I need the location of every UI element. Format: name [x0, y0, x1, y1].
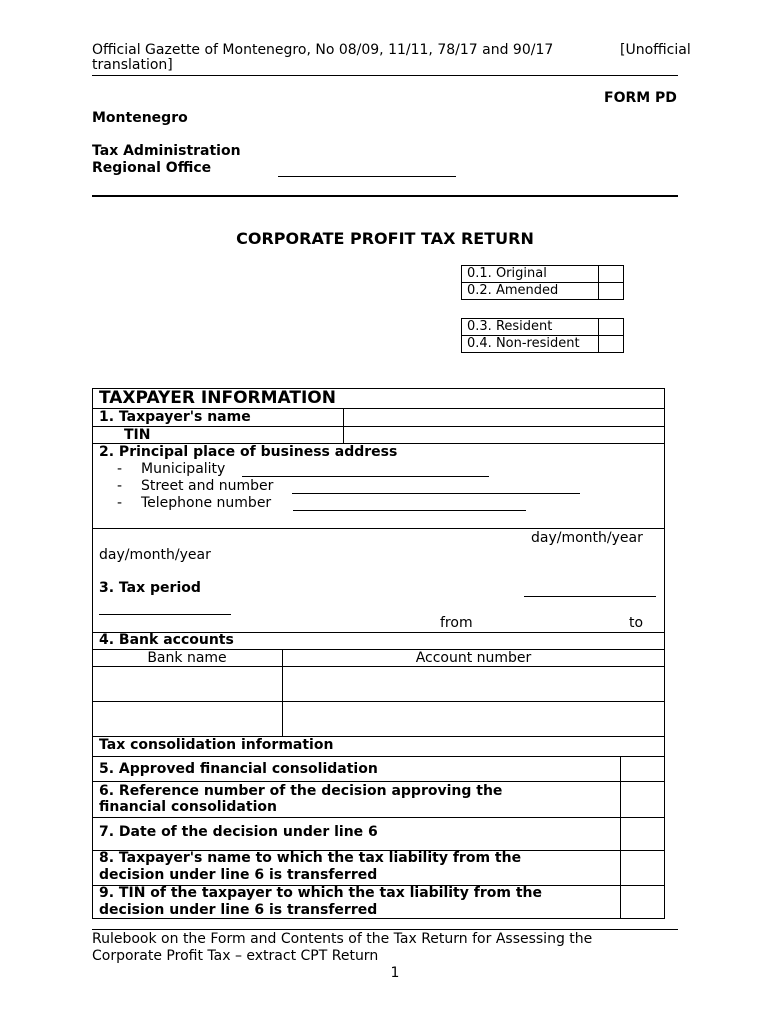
page-number: 1 [390, 965, 400, 981]
taxpayer-name-field[interactable] [344, 409, 664, 425]
amended-label: 0.2. Amended [462, 283, 599, 300]
translation-note: [Unofficial [620, 42, 691, 58]
from-label: from [440, 615, 473, 631]
translation-note-cont: translation] [92, 57, 173, 73]
line8-label-cont: decision under line 6 is transferred [99, 867, 378, 883]
original-checkbox[interactable] [599, 266, 624, 283]
account-number-cell[interactable] [283, 667, 664, 701]
nonresident-label: 0.4. Non-resident [462, 336, 599, 353]
footer-rulebook: Rulebook on the Form and Contents of the Tax Return for Assessing the [92, 931, 593, 947]
residency-table [461, 318, 624, 353]
consolidation-column-divider [620, 756, 621, 919]
header-divider [92, 195, 678, 197]
tin-field[interactable] [344, 427, 664, 443]
tax-administration: Tax Administration [92, 143, 241, 159]
street-bullet: - [117, 478, 123, 494]
page-title: CORPORATE PROFIT TAX RETURN [236, 229, 534, 248]
bank-column-divider [282, 649, 283, 736]
country-name: Montenegro [92, 110, 188, 126]
street-label: Street and number [141, 478, 274, 494]
address-label: 2. Principal place of business address [99, 444, 398, 460]
tax-period-from-field[interactable] [99, 614, 231, 615]
resident-checkbox[interactable] [599, 319, 624, 336]
original-label: 0.1. Original [462, 266, 599, 283]
line7-label: 7. Date of the decision under line 6 [99, 824, 378, 840]
tin-label: TIN [124, 427, 151, 443]
tax-period-to-field[interactable] [524, 596, 656, 597]
line8-field[interactable] [621, 851, 664, 884]
bank-name-cell[interactable] [93, 702, 281, 735]
amended-checkbox[interactable] [599, 283, 624, 300]
footer-rule [92, 929, 678, 930]
account-number-header: Account number [415, 650, 532, 666]
line8-label: 8. Taxpayer's name to which the tax liability from the [99, 850, 522, 866]
line9-field[interactable] [621, 886, 664, 918]
nonresident-checkbox[interactable] [599, 336, 624, 353]
line6-label: 6. Reference number of the decision approving the [99, 783, 503, 799]
line7-field[interactable] [621, 818, 664, 849]
regional-office-label: Regional Office [92, 160, 212, 176]
form-code: FORM PD [604, 90, 677, 106]
return-type-table [461, 265, 624, 300]
telephone-bullet: - [117, 495, 123, 511]
consolidation-title: Tax consolidation information [99, 737, 334, 753]
line9-label-cont: decision under line 6 is transferred [99, 902, 378, 918]
line6-label-cont: financial consolidation [99, 799, 277, 815]
telephone-label: Telephone number [141, 495, 272, 511]
line9-label: 9. TIN of the taxpayer to which the tax liability from the [99, 885, 542, 901]
to-label: to [629, 615, 644, 631]
regional-office-field[interactable] [278, 176, 456, 177]
footer-rulebook-cont: Corporate Profit Tax – extract CPT Return [92, 948, 379, 964]
bank-accounts-label: 4. Bank accounts [99, 632, 234, 648]
gazette-header: Official Gazette of Montenegro, No 08/09, 11/11, 78/17 and 90/17 [92, 42, 554, 58]
taxpayer-name-label: 1. Taxpayer's name [99, 409, 251, 425]
bank-name-cell[interactable] [93, 667, 281, 701]
taxpayer-section-title: TAXPAYER INFORMATION [99, 388, 336, 408]
account-number-cell[interactable] [283, 702, 664, 735]
resident-label: 0.3. Resident [462, 319, 599, 336]
bank-name-header: Bank name [147, 650, 227, 666]
name-column-divider [343, 408, 344, 443]
municipality-label: Municipality [141, 461, 226, 477]
municipality-bullet: - [117, 461, 123, 477]
municipality-field[interactable] [242, 476, 489, 477]
date-format-end: day/month/year [531, 530, 643, 546]
header-rule [92, 75, 678, 76]
date-format-start: day/month/year [99, 547, 211, 563]
street-field[interactable] [292, 493, 580, 494]
tax-period-label: 3. Tax period [99, 580, 201, 596]
line5-label: 5. Approved financial consolidation [99, 761, 378, 777]
telephone-field[interactable] [293, 510, 526, 511]
line6-field[interactable] [621, 782, 664, 816]
line5-field[interactable] [621, 757, 664, 780]
